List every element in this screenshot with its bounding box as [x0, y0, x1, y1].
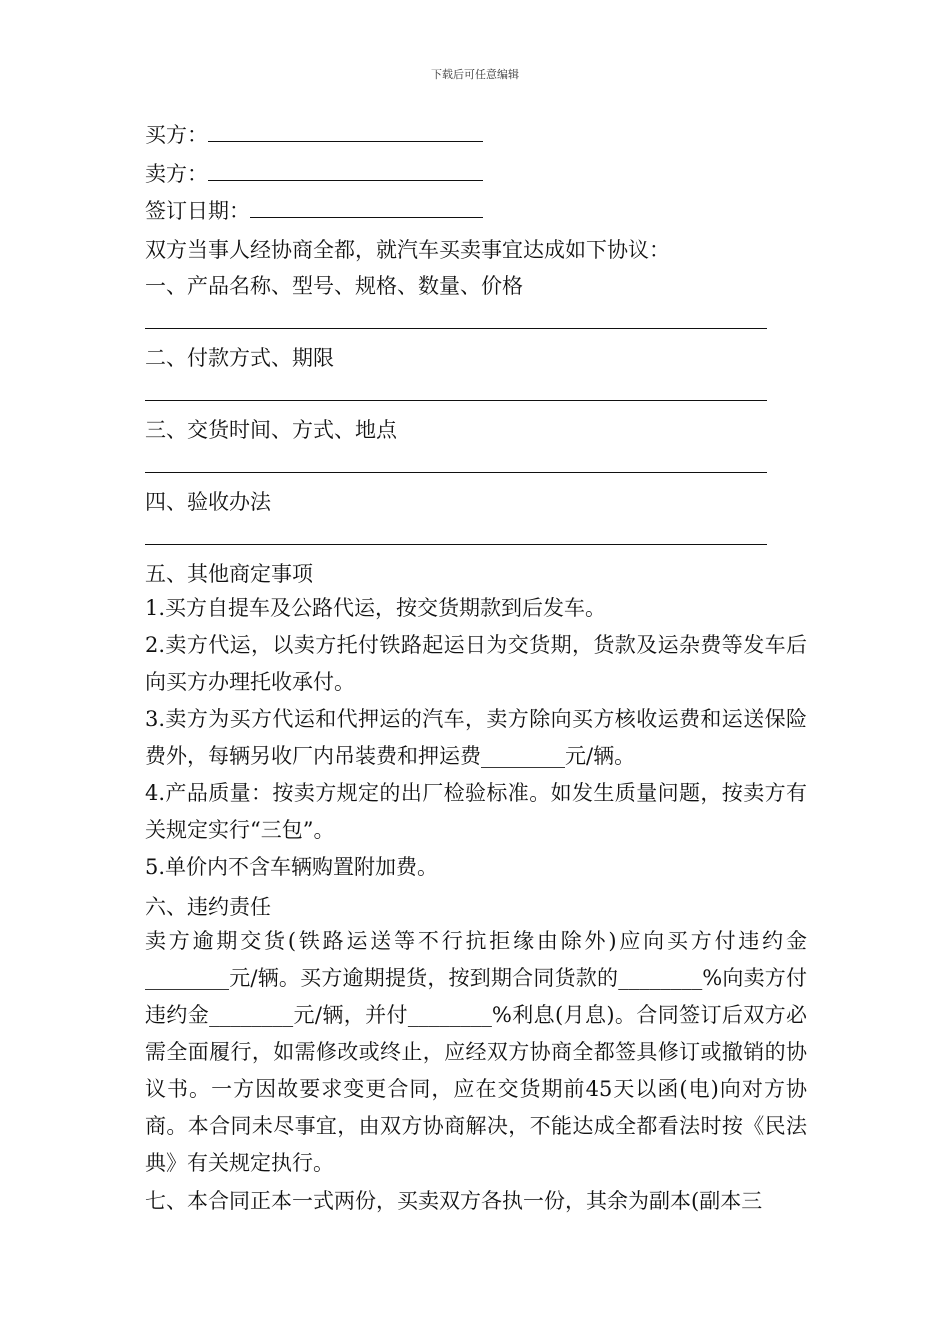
- buyer-label: 买方：: [145, 123, 208, 147]
- item-4: 4.产品质量：按卖方规定的出厂检验标准。如发生质量问题，按卖方有关规定实行“三包”。: [145, 781, 807, 842]
- section-1-blank-line[interactable]: [145, 328, 767, 329]
- section-6-title: 六、违约责任: [145, 895, 271, 919]
- section-4-title: 四、验收办法: [145, 490, 271, 514]
- sign-date-blank[interactable]: [250, 197, 483, 218]
- section-1-title: 一、产品名称、型号、规格、数量、价格: [145, 274, 523, 298]
- section-7-text: 七、本合同正本一式两份，买卖双方各执一份，其余为副本(副本三: [145, 1189, 763, 1213]
- seller-label: 卖方：: [145, 162, 208, 186]
- intro-text: 双方当事人经协商全都，就汽车买卖事宜达成如下协议：: [145, 238, 670, 262]
- section-2-blank-line[interactable]: [145, 400, 767, 401]
- item-3: 3.卖方为买方代运和代押运的汽车，卖方除向买方核收运费和运送保险费外，每辆另收厂内吊装费和押运费________元/辆。: [145, 707, 807, 768]
- section-4-blank-line[interactable]: [145, 544, 767, 545]
- buyer-blank[interactable]: [208, 121, 483, 142]
- item-1: 1.买方自提车及公路代运，按交货期款到后发车。: [145, 596, 607, 620]
- section-3-title: 三、交货时间、方式、地点: [145, 418, 397, 442]
- item-2: 2.卖方代运，以卖方托付铁路起运日为交货期，货款及运杂费等发车后向买方办理托收承付。: [145, 633, 807, 694]
- section-6-body: 卖方逾期交货(铁路运送等不行抗拒缘由除外)应向买方付违约金________元/辆。买方逾期提货，按到期合同货款的________%向卖方付违约金________元/辆，并付________%利息(月息)。合同签订后双方必需全面履行，如需修改或终止，应经双方协商全都签具修订或撤销的协议书。一方因故要求变更合同，应在交货期前45天以函(电)向对方协商。本合同未尽事宜，由双方协商解决，不能达成全都看法时按《民法典》有关规定执行。: [145, 929, 807, 1175]
- seller-blank[interactable]: [208, 160, 483, 181]
- sign-date-field: [145, 197, 483, 225]
- section-2-title: 二、付款方式、期限: [145, 346, 334, 370]
- page-header-note: 下载后可任意编辑: [431, 68, 519, 81]
- seller-field: [145, 160, 483, 188]
- sign-date-label: 签订日期：: [145, 199, 250, 223]
- section-5-title: 五、其他商定事项: [145, 562, 313, 586]
- section-3-blank-line[interactable]: [145, 472, 767, 473]
- item-5: 5.单价内不含车辆购置附加费。: [145, 855, 439, 879]
- buyer-field: [145, 121, 483, 149]
